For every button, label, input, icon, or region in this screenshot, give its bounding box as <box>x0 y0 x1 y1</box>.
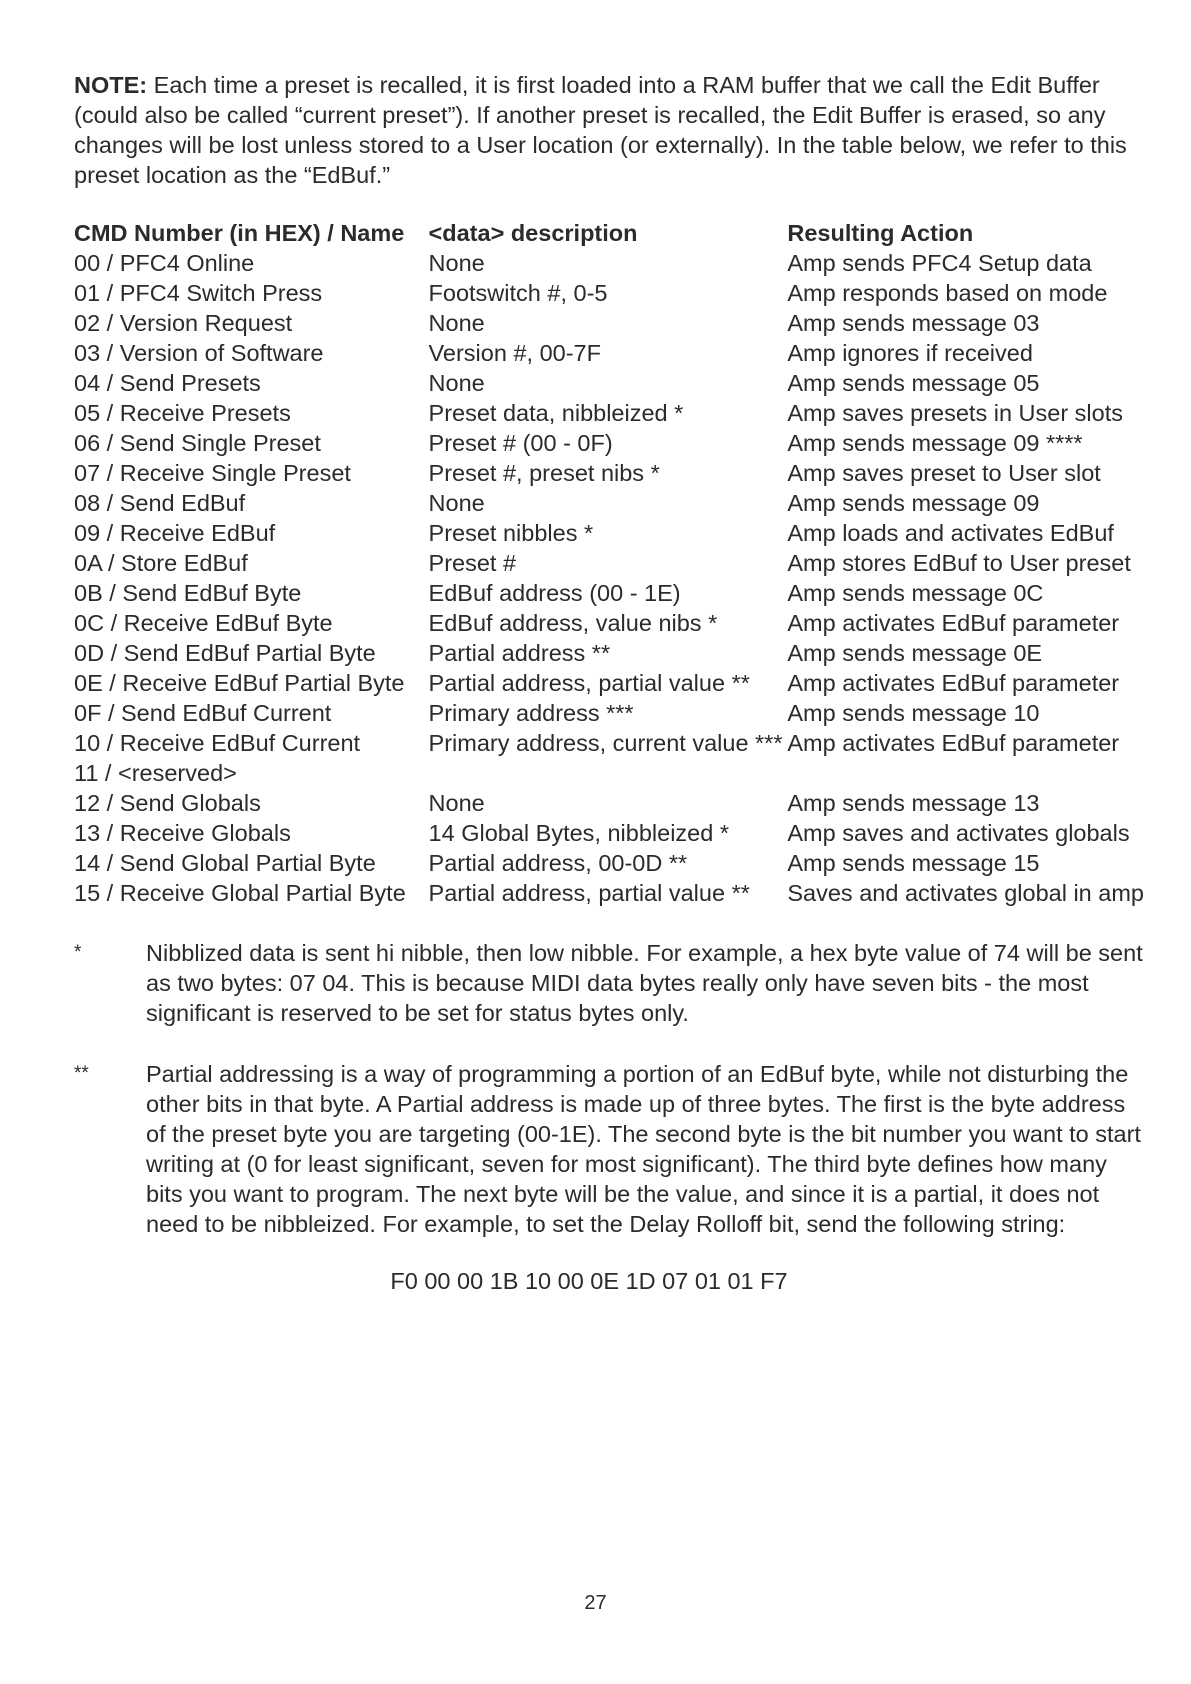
cell-cmd: 05 / Receive Presets <box>74 400 291 426</box>
cell-action: Amp sends message 10 <box>787 700 1040 726</box>
footnote-double-star <box>74 1059 1144 1239</box>
cell-cmd: 0C / Receive EdBuf Byte <box>74 610 333 636</box>
cell-action: Amp responds based on mode <box>787 280 1108 306</box>
cell-action: Saves and activates global in amp <box>787 880 1144 906</box>
cell-cmd: 04 / Send Presets <box>74 370 261 396</box>
table-row <box>74 248 1144 278</box>
cell-cmd: 15 / Receive Global Partial Byte <box>74 880 406 906</box>
cell-data-description: 14 Global Bytes, nibbleized * <box>428 820 729 846</box>
cell-cmd: 00 / PFC4 Online <box>74 250 255 276</box>
cell-cmd: 07 / Receive Single Preset <box>74 460 351 486</box>
cell-data-description: Partial address ** <box>428 640 611 666</box>
cell-data-description: None <box>428 370 485 396</box>
cell-action: Amp sends message 13 <box>787 790 1040 816</box>
cell-cmd: 13 / Receive Globals <box>74 820 291 846</box>
cell-action: Amp saves and activates globals <box>787 820 1130 846</box>
cell-cmd: 11 / <reserved> <box>74 760 237 786</box>
table-row <box>74 788 1144 818</box>
footnote-mark: * <box>74 942 82 963</box>
table-row <box>74 668 1144 698</box>
cell-data-description: None <box>428 310 485 336</box>
cell-data-description: Preset nibbles * <box>428 520 594 546</box>
table-row <box>74 848 1144 878</box>
cell-data-description: Primary address *** <box>428 700 634 726</box>
cell-action: Amp sends message 0C <box>787 580 1044 606</box>
cell-action: Amp sends message 09 **** <box>787 430 1083 456</box>
cell-data-description: None <box>428 250 485 276</box>
table-row <box>74 368 1144 398</box>
cell-cmd: 02 / Version Request <box>74 310 293 336</box>
table-row <box>74 458 1144 488</box>
cell-data-description: Preset #, preset nibs * <box>428 460 660 486</box>
cell-action: Amp saves presets in User slots <box>787 400 1124 426</box>
cell-action: Amp ignores if received <box>787 340 1033 366</box>
table-row <box>74 338 1144 368</box>
cell-action: Amp sends PFC4 Setup data <box>787 250 1092 276</box>
cell-action: Amp sends message 05 <box>787 370 1040 396</box>
document-page <box>74 70 1144 1296</box>
cell-cmd: 0E / Receive EdBuf Partial Byte <box>74 670 405 696</box>
table-row <box>74 878 1144 908</box>
header-resulting-action: Resulting Action <box>787 220 974 246</box>
cell-cmd: 14 / Send Global Partial Byte <box>74 850 376 876</box>
cell-action: Amp sends message 09 <box>787 490 1040 516</box>
cell-cmd: 08 / Send EdBuf <box>74 490 246 516</box>
cell-data-description: Preset # (00 - 0F) <box>428 430 613 456</box>
cell-cmd: 0A / Store EdBuf <box>74 550 248 576</box>
command-table <box>74 218 1144 908</box>
cell-cmd: 09 / Receive EdBuf <box>74 520 276 546</box>
table-row <box>74 638 1144 668</box>
cell-cmd: 0D / Send EdBuf Partial Byte <box>74 640 376 666</box>
table-row <box>74 578 1144 608</box>
cell-cmd: 0F / Send EdBuf Current <box>74 700 332 726</box>
cell-data-description: Preset # <box>428 550 517 576</box>
example-hex-string: F0 00 00 1B 10 00 0E 1D 07 01 01 F7 <box>390 1268 788 1294</box>
header-cmd-number: CMD Number (in HEX) / Name <box>74 220 405 246</box>
cell-action <box>787 758 1144 788</box>
table-row <box>74 308 1144 338</box>
note-text: Each time a preset is recalled, it is first loaded into a RAM buffer that we call the Edit Buffer (could also be called “current preset”). If another preset is recalled, the Edit Buffer is erased, so any changes will be lost unless stored to a User location (or externally). In the table below, we refer to this preset location as the “EdBuf.” <box>74 72 1127 188</box>
table-row <box>74 398 1144 428</box>
cell-action: Amp saves preset to User slot <box>787 460 1101 486</box>
table-row <box>74 278 1144 308</box>
header-data-description: <data> description <box>428 220 638 246</box>
cell-action: Amp sends message 15 <box>787 850 1040 876</box>
table-header-row <box>74 218 1144 248</box>
footnote-single-star <box>74 938 1144 1028</box>
cell-cmd: 0B / Send EdBuf Byte <box>74 580 302 606</box>
footnote-text: Partial addressing is a way of programming a portion of an EdBuf byte, while not disturbing the other bits in that byte. A Partial address is made up of three bytes. The first is the byte address of the preset byte you are targeting (00-1E). The second byte is the bit number you want to start writing at (0 for least significant, seven for most significant). The third byte defines how many bits you want to program. The next byte will be the value, and since it is a partial, it does not need to be nibbleized. For example, to set the Delay Rolloff bit, send the following string: <box>146 1061 1141 1237</box>
cell-data-description: EdBuf address (00 - 1E) <box>428 580 681 606</box>
cell-data-description: Footswitch #, 0-5 <box>428 280 608 306</box>
table-row <box>74 518 1144 548</box>
note-paragraph <box>74 70 1144 190</box>
cell-data-description: None <box>428 790 485 816</box>
footnote-mark: ** <box>74 1063 89 1084</box>
cell-data-description: Preset data, nibbleized * <box>428 400 684 426</box>
cell-cmd: 06 / Send Single Preset <box>74 430 321 456</box>
cell-action: Amp activates EdBuf parameter <box>787 730 1120 756</box>
cell-data-description: Partial address, partial value ** <box>428 880 750 906</box>
cell-action: Amp sends message 03 <box>787 310 1040 336</box>
cell-action: Amp activates EdBuf parameter <box>787 670 1120 696</box>
note-label: NOTE: <box>74 72 148 98</box>
cell-cmd: 01 / PFC4 Switch Press <box>74 280 323 306</box>
cell-action: Amp activates EdBuf parameter <box>787 610 1120 636</box>
cell-data-description: Partial address, 00-0D ** <box>428 850 688 876</box>
cell-data-description: Version #, 00-7F <box>428 340 601 366</box>
cell-action: Amp stores EdBuf to User preset <box>787 550 1131 576</box>
table-row <box>74 698 1144 728</box>
cell-data-description: EdBuf address, value nibs * <box>428 610 718 636</box>
page-number: 27 <box>584 1592 607 1614</box>
table-row <box>74 758 1144 788</box>
cell-data-description: None <box>428 490 485 516</box>
table-row <box>74 488 1144 518</box>
table-row <box>74 818 1144 848</box>
table-row <box>74 428 1144 458</box>
cell-data-description <box>429 758 788 788</box>
cell-action: Amp sends message 0E <box>787 640 1043 666</box>
table-body <box>74 248 1144 908</box>
cell-cmd: 03 / Version of Software <box>74 340 324 366</box>
cell-data-description: Partial address, partial value ** <box>428 670 750 696</box>
cell-action: Amp loads and activates EdBuf <box>787 520 1114 546</box>
cell-cmd: 10 / Receive EdBuf Current <box>74 730 361 756</box>
cell-data-description: Primary address, current value *** <box>428 730 783 756</box>
footnote-text: Nibblized data is sent hi nibble, then low nibble. For example, a hex byte value of 74 will be sent as two bytes: 07 04. This is because MIDI data bytes really only have seven bits - the most significant is reserved to be set for status bytes only. <box>146 940 1143 1026</box>
cell-cmd: 12 / Send Globals <box>74 790 261 816</box>
table-row <box>74 608 1144 638</box>
table-row <box>74 548 1144 578</box>
table-row <box>74 728 1144 758</box>
